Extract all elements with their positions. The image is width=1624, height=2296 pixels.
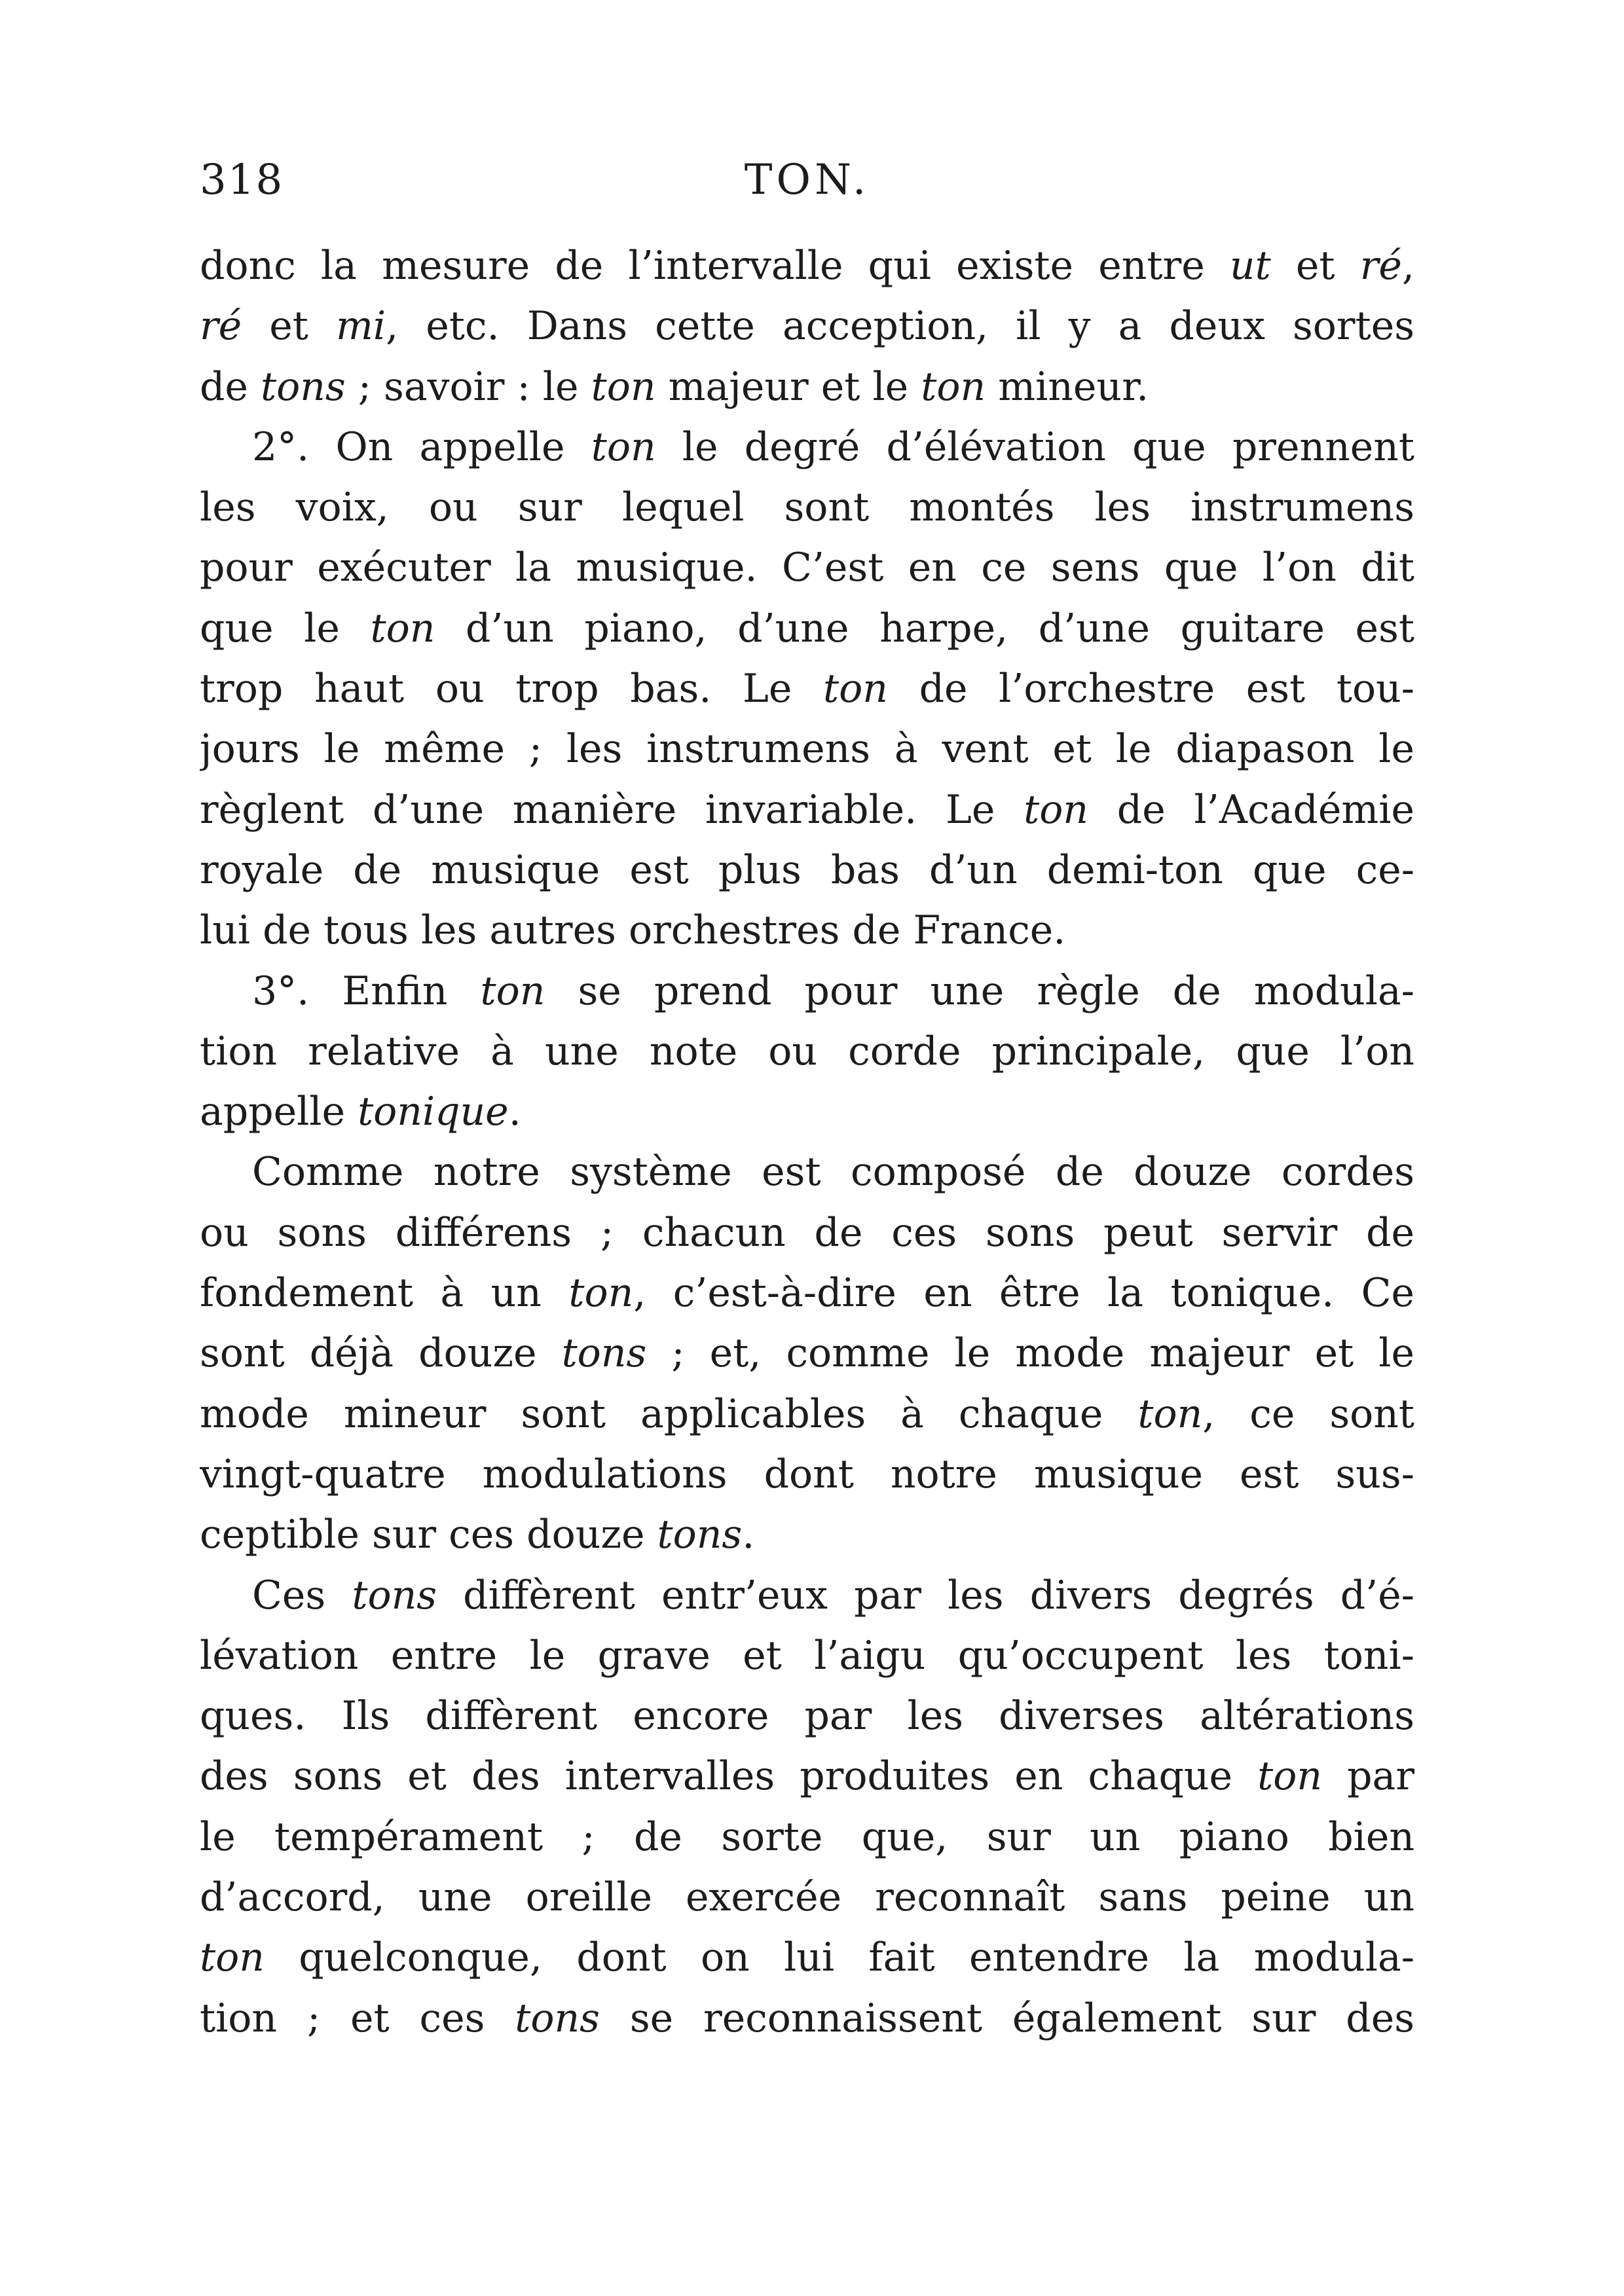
text-line <box>200 1565 1414 1626</box>
text-segment: que le <box>200 605 371 651</box>
text-segment: de l’orchestre est tou- <box>887 666 1414 712</box>
text-segment: les voix, ou sur lequel sont montés les instrumens <box>200 484 1414 531</box>
italic-term: ut <box>1229 243 1271 289</box>
italic-term: ton <box>568 1270 634 1317</box>
text-segment: , <box>1401 243 1414 289</box>
italic-term: tons <box>657 1512 743 1558</box>
text-line <box>200 1807 1414 1867</box>
text-segment: mode mineur sont applicables à chaque <box>200 1391 1138 1437</box>
text-segment: , ce sont <box>1202 1391 1414 1437</box>
italic-term: ton <box>370 605 435 651</box>
text-segment: . <box>508 1089 521 1135</box>
italic-term: ton <box>1137 1391 1203 1437</box>
text-segment: appelle <box>200 1089 358 1135</box>
italic-term: ré <box>1359 243 1402 289</box>
text-line <box>200 1021 1414 1082</box>
italic-term: ré <box>200 303 242 350</box>
text-line <box>200 296 1414 356</box>
text-segment: fondement à un <box>200 1270 569 1317</box>
text-segment: mineur. <box>986 363 1149 410</box>
text-segment: ques. Ils diffèrent encore par les diverses altérations <box>200 1693 1414 1740</box>
text-segment: , etc. Dans cette acception, il y a deux sortes <box>386 303 1414 350</box>
text-segment: se prend pour une règle de modula- <box>545 968 1414 1014</box>
italic-term: tons <box>561 1330 647 1377</box>
text-line <box>200 477 1414 538</box>
italic-term: ton <box>200 1935 265 1981</box>
text-segment: se reconnaissent également sur des <box>599 1995 1414 2041</box>
text-segment: ; savoir : le <box>345 363 591 410</box>
italic-term: tonique <box>358 1089 509 1135</box>
italic-term: tons <box>515 1995 600 2041</box>
text-segment: d’un piano, d’une harpe, d’une guitare est <box>435 605 1414 651</box>
text-line <box>200 780 1414 840</box>
text-line <box>200 1504 1414 1565</box>
text-segment: d’accord, une oreille exercée reconnaît sans peine un <box>200 1874 1414 1921</box>
text-line <box>200 1263 1414 1323</box>
text-line <box>200 598 1414 659</box>
text-segment: le degré d’élévation que prennent <box>655 424 1414 470</box>
text-line <box>200 1142 1414 1202</box>
text-segment: sont déjà douze <box>200 1330 562 1377</box>
text-segment: par <box>1322 1753 1414 1800</box>
page-header <box>200 156 1414 208</box>
text-segment: et <box>242 303 337 350</box>
text-segment: règlent d’une manière invariable. Le <box>200 786 1024 833</box>
italic-term: ton <box>480 968 545 1014</box>
text-line <box>200 1746 1414 1806</box>
text-line <box>200 961 1414 1021</box>
text-line <box>200 1988 1414 2049</box>
text-segment: majeur et le <box>655 363 921 410</box>
text-line <box>200 357 1414 417</box>
text-segment: donc la mesure de l’intervalle qui existe entre <box>200 243 1230 289</box>
text-segment: ; et, comme le mode majeur et le <box>646 1330 1414 1377</box>
text-segment: , c’est-à-dire en être la tonique. Ce <box>633 1270 1414 1317</box>
text-segment: jours le même ; les instrumens à vent et le diapason le <box>200 726 1414 773</box>
italic-term: tons <box>352 1572 437 1618</box>
text-segment: lui de tous les autres orchestres de France. <box>200 907 1066 954</box>
italic-term: ton <box>1024 786 1089 833</box>
running-title: TON. <box>744 156 870 204</box>
text-segment: le tempérament ; de sorte que, sur un piano bien <box>200 1813 1414 1860</box>
text-segment: Ces <box>252 1572 352 1618</box>
text-segment: des sons et des intervalles produites en chaque <box>200 1753 1258 1800</box>
text-segment: 3°. Enfin <box>252 968 481 1014</box>
text-line <box>200 1384 1414 1444</box>
body-text <box>200 236 1414 2049</box>
text-line <box>200 1867 1414 1927</box>
text-line <box>200 719 1414 779</box>
text-line <box>200 236 1414 296</box>
text-segment: lévation entre le grave et l’aigu qu’occupent les toni- <box>200 1632 1414 1679</box>
text-segment: tion ; et ces <box>200 1995 515 2041</box>
text-segment: pour exécuter la musique. C’est en ce sens que l’on dit <box>200 545 1414 591</box>
text-line <box>200 1444 1414 1504</box>
text-line <box>200 1082 1414 1142</box>
text-line <box>200 900 1414 960</box>
text-segment: de <box>200 363 261 410</box>
italic-term: ton <box>1257 1753 1323 1800</box>
text-line <box>200 1203 1414 1263</box>
text-segment: ou sons différens ; chacun de ces sons peut servir de <box>200 1209 1414 1256</box>
italic-term: ton <box>823 666 888 712</box>
text-line <box>200 417 1414 477</box>
text-line <box>200 840 1414 900</box>
text-segment: et <box>1270 243 1360 289</box>
text-line <box>200 1686 1414 1746</box>
text-line <box>200 1927 1414 1988</box>
text-segment: diffèrent entr’eux par les divers degrés d’é- <box>437 1572 1414 1618</box>
text-line <box>200 1626 1414 1686</box>
text-segment: 2°. On appelle <box>252 424 591 470</box>
italic-term: mi <box>336 303 386 350</box>
text-segment: ceptible sur ces douze <box>200 1512 657 1558</box>
text-segment: vingt-quatre modulations dont notre musique est sus- <box>200 1451 1414 1497</box>
italic-term: tons <box>261 363 346 410</box>
text-line <box>200 659 1414 719</box>
text-segment: royale de musique est plus bas d’un demi-ton que ce- <box>200 847 1414 893</box>
italic-term: ton <box>591 424 656 470</box>
text-segment: quelconque, dont on lui fait entendre la modula- <box>264 1935 1414 1981</box>
italic-term: ton <box>921 363 986 410</box>
text-segment: trop haut ou trop bas. Le <box>200 666 824 712</box>
text-segment: de l’Académie <box>1088 786 1414 833</box>
text-segment: Comme notre système est composé de douze cordes <box>252 1149 1414 1195</box>
italic-term: ton <box>591 363 656 410</box>
page-number: 318 <box>200 156 284 204</box>
text-segment: . <box>742 1512 755 1558</box>
text-segment: tion relative à une note ou corde principale, que l’on <box>200 1028 1414 1074</box>
text-line <box>200 1323 1414 1383</box>
text-line <box>200 538 1414 598</box>
